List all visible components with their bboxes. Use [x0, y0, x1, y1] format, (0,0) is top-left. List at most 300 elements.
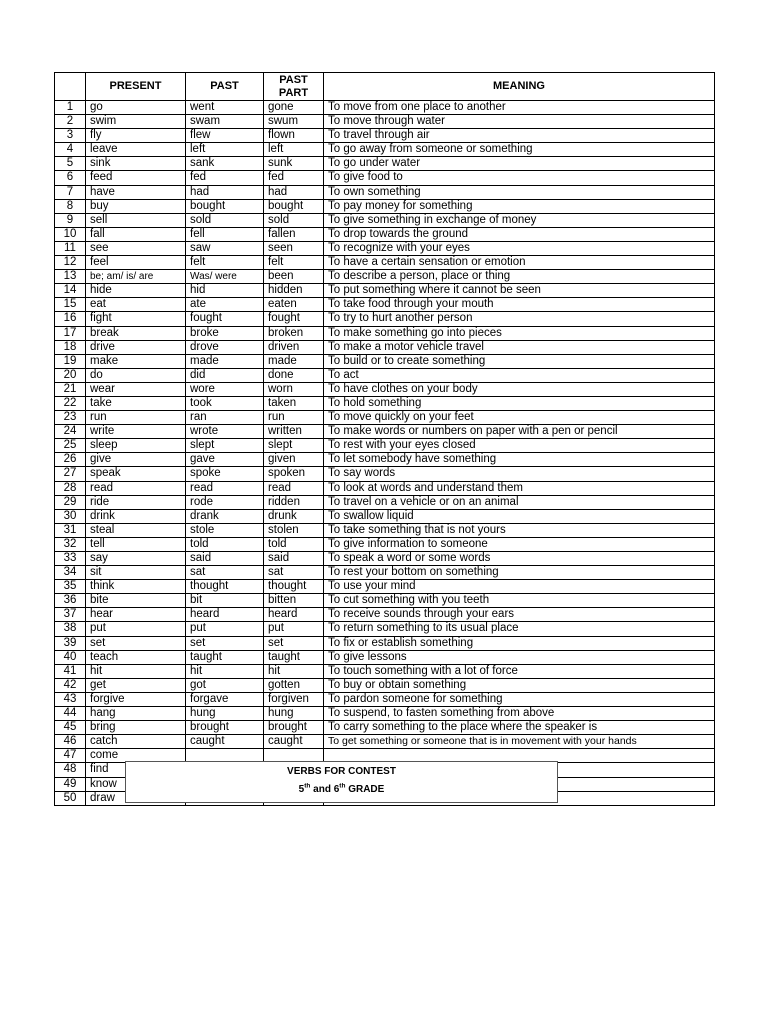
row-past-participle: drunk — [264, 509, 324, 523]
row-past: fought — [186, 312, 264, 326]
row-number: 4 — [55, 143, 86, 157]
row-past-participle: stolen — [264, 523, 324, 537]
table-row — [55, 298, 715, 312]
row-present: read — [86, 481, 186, 495]
grade-b-suffix: th — [339, 782, 346, 790]
row-past: spoke — [186, 467, 264, 481]
row-past: rode — [186, 495, 264, 509]
row-number: 20 — [55, 368, 86, 382]
row-past: taught — [186, 650, 264, 664]
table-row — [55, 580, 715, 594]
row-past: stole — [186, 523, 264, 537]
row-meaning: To use your mind — [324, 580, 715, 594]
row-past-participle: spoken — [264, 467, 324, 481]
table-row — [55, 396, 715, 410]
row-meaning: To take something that is not yours — [324, 523, 715, 537]
row-number: 27 — [55, 467, 86, 481]
row-number: 24 — [55, 425, 86, 439]
row-number: 29 — [55, 495, 86, 509]
row-past: read — [186, 481, 264, 495]
row-present: hit — [86, 664, 186, 678]
row-present: think — [86, 580, 186, 594]
row-number: 32 — [55, 537, 86, 551]
table-row — [55, 129, 715, 143]
row-number: 11 — [55, 241, 86, 255]
row-past-participle: set — [264, 636, 324, 650]
table-row — [55, 199, 715, 213]
table-row — [55, 284, 715, 298]
row-present: put — [86, 622, 186, 636]
row-past: thought — [186, 580, 264, 594]
row-meaning: To rest with your eyes closed — [324, 439, 715, 453]
row-meaning: To try to hurt another person — [324, 312, 715, 326]
row-number: 35 — [55, 580, 86, 594]
row-past-participle: forgiven — [264, 692, 324, 706]
row-past-participle: worn — [264, 382, 324, 396]
table-row — [55, 115, 715, 129]
table-row — [55, 340, 715, 354]
row-past: ran — [186, 411, 264, 425]
table-row — [55, 143, 715, 157]
row-number: 38 — [55, 622, 86, 636]
row-past-participle: bought — [264, 199, 324, 213]
row-present: fly — [86, 129, 186, 143]
row-meaning: To buy or obtain something — [324, 678, 715, 692]
row-number: 43 — [55, 692, 86, 706]
header-meaning: MEANING — [324, 73, 715, 101]
row-past: broke — [186, 326, 264, 340]
row-number: 25 — [55, 439, 86, 453]
row-past: had — [186, 185, 264, 199]
row-past: felt — [186, 256, 264, 270]
row-number: 41 — [55, 664, 86, 678]
row-meaning: To give food to — [324, 171, 715, 185]
row-meaning: To fix or establish something — [324, 636, 715, 650]
row-number: 44 — [55, 707, 86, 721]
row-past-participle: heard — [264, 608, 324, 622]
table-row — [55, 509, 715, 523]
row-present: write — [86, 425, 186, 439]
grade-label — [126, 784, 557, 795]
grade-a: 5 — [298, 784, 305, 795]
grade-b: 6 — [333, 784, 340, 795]
row-present: speak — [86, 467, 186, 481]
row-past-participle: gone — [264, 101, 324, 115]
row-meaning: To move through water — [324, 115, 715, 129]
row-past-participle: swum — [264, 115, 324, 129]
row-past: hung — [186, 707, 264, 721]
row-number: 16 — [55, 312, 86, 326]
row-past-participle: done — [264, 368, 324, 382]
row-past-participle: sunk — [264, 157, 324, 171]
row-number: 17 — [55, 326, 86, 340]
row-past-participle: thought — [264, 580, 324, 594]
row-past: left — [186, 143, 264, 157]
table-row — [55, 650, 715, 664]
row-present: drive — [86, 340, 186, 354]
row-past: heard — [186, 608, 264, 622]
row-present: teach — [86, 650, 186, 664]
table-row — [55, 692, 715, 706]
title-box — [125, 761, 558, 803]
row-present: wear — [86, 382, 186, 396]
table-row — [55, 537, 715, 551]
table-row — [55, 171, 715, 185]
row-past: fed — [186, 171, 264, 185]
row-past-participle: fallen — [264, 227, 324, 241]
row-meaning: To have a certain sensation or emotion — [324, 256, 715, 270]
row-number: 18 — [55, 340, 86, 354]
row-number: 39 — [55, 636, 86, 650]
row-past-participle: fed — [264, 171, 324, 185]
row-present: tell — [86, 537, 186, 551]
row-past: went — [186, 101, 264, 115]
row-number: 48 — [55, 763, 86, 777]
table-row — [55, 735, 715, 749]
table-row — [55, 721, 715, 735]
row-present: bring — [86, 721, 186, 735]
row-number: 2 — [55, 115, 86, 129]
row-meaning: To have clothes on your body — [324, 382, 715, 396]
row-present: run — [86, 411, 186, 425]
row-present: draw — [86, 791, 186, 805]
row-past-participle: been — [264, 270, 324, 284]
row-meaning: To speak a word or some words — [324, 552, 715, 566]
row-present: feed — [86, 171, 186, 185]
row-number: 5 — [55, 157, 86, 171]
table-row — [55, 608, 715, 622]
row-past-participle: hung — [264, 707, 324, 721]
table-row — [55, 678, 715, 692]
row-number: 6 — [55, 171, 86, 185]
row-past: made — [186, 354, 264, 368]
table-row — [55, 382, 715, 396]
row-present: set — [86, 636, 186, 650]
row-number: 34 — [55, 566, 86, 580]
row-present: fight — [86, 312, 186, 326]
row-meaning: To touch something with a lot of force — [324, 664, 715, 678]
row-past: set — [186, 636, 264, 650]
row-past: said — [186, 552, 264, 566]
row-past: put — [186, 622, 264, 636]
row-meaning: To put something where it cannot be seen — [324, 284, 715, 298]
row-past-participle: fought — [264, 312, 324, 326]
table-row — [55, 622, 715, 636]
row-meaning: To get something or someone that is in movement with your hands — [324, 735, 715, 749]
grade-a-suffix: th — [304, 782, 311, 790]
row-past-participle: had — [264, 185, 324, 199]
row-meaning: To move quickly on your feet — [324, 411, 715, 425]
row-present: take — [86, 396, 186, 410]
row-past-participle: hit — [264, 664, 324, 678]
row-meaning: To describe a person, place or thing — [324, 270, 715, 284]
row-past: drove — [186, 340, 264, 354]
row-past-participle: read — [264, 481, 324, 495]
row-present: leave — [86, 143, 186, 157]
row-past-participle: left — [264, 143, 324, 157]
row-past: swam — [186, 115, 264, 129]
row-meaning: To hold something — [324, 396, 715, 410]
row-past: sank — [186, 157, 264, 171]
row-past-participle: brought — [264, 721, 324, 735]
row-number: 45 — [55, 721, 86, 735]
row-present: sell — [86, 213, 186, 227]
row-present: give — [86, 453, 186, 467]
row-meaning: To carry something to the place where the speaker is — [324, 721, 715, 735]
row-meaning: To return something to its usual place — [324, 622, 715, 636]
row-present: come — [86, 749, 186, 763]
row-past-participle: put — [264, 622, 324, 636]
row-present: get — [86, 678, 186, 692]
row-past: hit — [186, 664, 264, 678]
row-past-participle: sat — [264, 566, 324, 580]
row-past: caught — [186, 735, 264, 749]
table-row — [55, 101, 715, 115]
row-past: slept — [186, 439, 264, 453]
row-number: 46 — [55, 735, 86, 749]
row-meaning: To build or to create something — [324, 354, 715, 368]
row-number: 40 — [55, 650, 86, 664]
row-number: 15 — [55, 298, 86, 312]
table-row — [55, 157, 715, 171]
row-past-participle: flown — [264, 129, 324, 143]
row-past: bought — [186, 199, 264, 213]
table-row — [55, 368, 715, 382]
row-number: 7 — [55, 185, 86, 199]
row-number: 28 — [55, 481, 86, 495]
row-number: 1 — [55, 101, 86, 115]
row-past: took — [186, 396, 264, 410]
table-row — [55, 241, 715, 255]
row-present: see — [86, 241, 186, 255]
row-past-participle: told — [264, 537, 324, 551]
row-meaning: To give something in exchange of money — [324, 213, 715, 227]
row-present: steal — [86, 523, 186, 537]
row-past: forgave — [186, 692, 264, 706]
table-row — [55, 707, 715, 721]
table-row — [55, 312, 715, 326]
row-past: flew — [186, 129, 264, 143]
row-meaning: To suspend, to fasten something from above — [324, 707, 715, 721]
row-number: 13 — [55, 270, 86, 284]
row-present: forgive — [86, 692, 186, 706]
row-past: sat — [186, 566, 264, 580]
table-row — [55, 552, 715, 566]
table-row — [55, 354, 715, 368]
row-meaning: To go away from someone or something — [324, 143, 715, 157]
row-past-participle: taught — [264, 650, 324, 664]
row-present: find — [86, 763, 186, 777]
table-row — [55, 566, 715, 580]
row-past-participle: ridden — [264, 495, 324, 509]
row-meaning: To own something — [324, 185, 715, 199]
row-present: say — [86, 552, 186, 566]
row-present: ride — [86, 495, 186, 509]
table-row — [55, 664, 715, 678]
row-past-participle: bitten — [264, 594, 324, 608]
grade-word: GRADE — [345, 784, 385, 795]
row-past: brought — [186, 721, 264, 735]
row-meaning: To move from one place to another — [324, 101, 715, 115]
row-past: got — [186, 678, 264, 692]
table-header-row — [55, 73, 715, 101]
row-meaning: To say words — [324, 467, 715, 481]
row-past-participle: taken — [264, 396, 324, 410]
row-meaning: To make words or numbers on paper with a pen or pencil — [324, 425, 715, 439]
row-meaning: To travel on a vehicle or on an animal — [324, 495, 715, 509]
row-present: drink — [86, 509, 186, 523]
row-past: wrote — [186, 425, 264, 439]
table-row — [55, 481, 715, 495]
row-number: 31 — [55, 523, 86, 537]
row-number: 21 — [55, 382, 86, 396]
row-past-participle: written — [264, 425, 324, 439]
table-row — [55, 439, 715, 453]
row-past-participle: caught — [264, 735, 324, 749]
row-present: buy — [86, 199, 186, 213]
row-number: 47 — [55, 749, 86, 763]
row-number: 10 — [55, 227, 86, 241]
row-number: 14 — [55, 284, 86, 298]
table-row — [55, 256, 715, 270]
row-number: 50 — [55, 791, 86, 805]
row-number: 19 — [55, 354, 86, 368]
row-number: 23 — [55, 411, 86, 425]
row-meaning: To drop towards the ground — [324, 227, 715, 241]
row-past: Was/ were — [186, 270, 264, 284]
table-row — [55, 495, 715, 509]
row-present: eat — [86, 298, 186, 312]
row-past: fell — [186, 227, 264, 241]
row-present: go — [86, 101, 186, 115]
table-row — [55, 213, 715, 227]
row-meaning: To pay money for something — [324, 199, 715, 213]
row-number: 37 — [55, 608, 86, 622]
table-row — [55, 594, 715, 608]
row-past: gave — [186, 453, 264, 467]
row-meaning: To make a motor vehicle travel — [324, 340, 715, 354]
row-meaning: To swallow liquid — [324, 509, 715, 523]
header-past-participle: PAST PART — [264, 73, 324, 101]
row-number: 12 — [55, 256, 86, 270]
row-past: told — [186, 537, 264, 551]
table-row — [55, 453, 715, 467]
row-past: wore — [186, 382, 264, 396]
row-past: sold — [186, 213, 264, 227]
row-meaning: To travel through air — [324, 129, 715, 143]
row-meaning: To rest your bottom on something — [324, 566, 715, 580]
row-meaning: To cut something with you teeth — [324, 594, 715, 608]
row-present: bite — [86, 594, 186, 608]
table-row — [55, 523, 715, 537]
row-meaning: To receive sounds through your ears — [324, 608, 715, 622]
row-number: 3 — [55, 129, 86, 143]
row-meaning: To recognize with your eyes — [324, 241, 715, 255]
row-present: have — [86, 185, 186, 199]
row-past-participle: gotten — [264, 678, 324, 692]
row-present: sit — [86, 566, 186, 580]
row-present: fall — [86, 227, 186, 241]
row-present: be; am/ is/ are — [86, 270, 186, 284]
row-meaning: To look at words and understand them — [324, 481, 715, 495]
row-present: feel — [86, 256, 186, 270]
row-present: catch — [86, 735, 186, 749]
row-past-participle: run — [264, 411, 324, 425]
row-present: make — [86, 354, 186, 368]
row-present: sleep — [86, 439, 186, 453]
row-meaning: To take food through your mouth — [324, 298, 715, 312]
grade-and: and — [310, 784, 334, 795]
table-row — [55, 467, 715, 481]
row-present: sink — [86, 157, 186, 171]
table-row — [55, 227, 715, 241]
row-past-participle: said — [264, 552, 324, 566]
row-past-participle: given — [264, 453, 324, 467]
contest-title: VERBS FOR CONTEST — [287, 766, 396, 777]
table-row — [55, 326, 715, 340]
row-meaning: To pardon someone for something — [324, 692, 715, 706]
header-number — [55, 73, 86, 101]
row-present: know — [86, 777, 186, 791]
row-present: break — [86, 326, 186, 340]
header-past: PAST — [186, 73, 264, 101]
row-past-participle: seen — [264, 241, 324, 255]
table-row — [55, 636, 715, 650]
row-present: hear — [86, 608, 186, 622]
row-number: 33 — [55, 552, 86, 566]
row-past: bit — [186, 594, 264, 608]
row-past-participle: driven — [264, 340, 324, 354]
row-meaning: To give lessons — [324, 650, 715, 664]
row-number: 9 — [55, 213, 86, 227]
row-number: 42 — [55, 678, 86, 692]
row-past-participle: made — [264, 354, 324, 368]
row-number: 36 — [55, 594, 86, 608]
row-past-participle: broken — [264, 326, 324, 340]
row-past: hid — [186, 284, 264, 298]
row-meaning: To act — [324, 368, 715, 382]
table-row — [55, 411, 715, 425]
row-present: hang — [86, 707, 186, 721]
row-number: 8 — [55, 199, 86, 213]
row-past-participle: eaten — [264, 298, 324, 312]
table-row — [55, 185, 715, 199]
row-number: 22 — [55, 396, 86, 410]
row-past: drank — [186, 509, 264, 523]
row-present: swim — [86, 115, 186, 129]
row-past: ate — [186, 298, 264, 312]
row-past-participle: felt — [264, 256, 324, 270]
header-present: PRESENT — [86, 73, 186, 101]
row-meaning: To let somebody have something — [324, 453, 715, 467]
row-past-participle: sold — [264, 213, 324, 227]
row-number: 26 — [55, 453, 86, 467]
row-past: did — [186, 368, 264, 382]
row-past-participle: hidden — [264, 284, 324, 298]
row-meaning: To make something go into pieces — [324, 326, 715, 340]
row-past-participle: slept — [264, 439, 324, 453]
row-past: saw — [186, 241, 264, 255]
row-number: 30 — [55, 509, 86, 523]
row-present: do — [86, 368, 186, 382]
row-meaning: To give information to someone — [324, 537, 715, 551]
row-present: hide — [86, 284, 186, 298]
table-row — [55, 270, 715, 284]
verbs-table — [54, 72, 715, 806]
row-number: 49 — [55, 777, 86, 791]
table-row — [55, 425, 715, 439]
table-body — [55, 101, 715, 806]
